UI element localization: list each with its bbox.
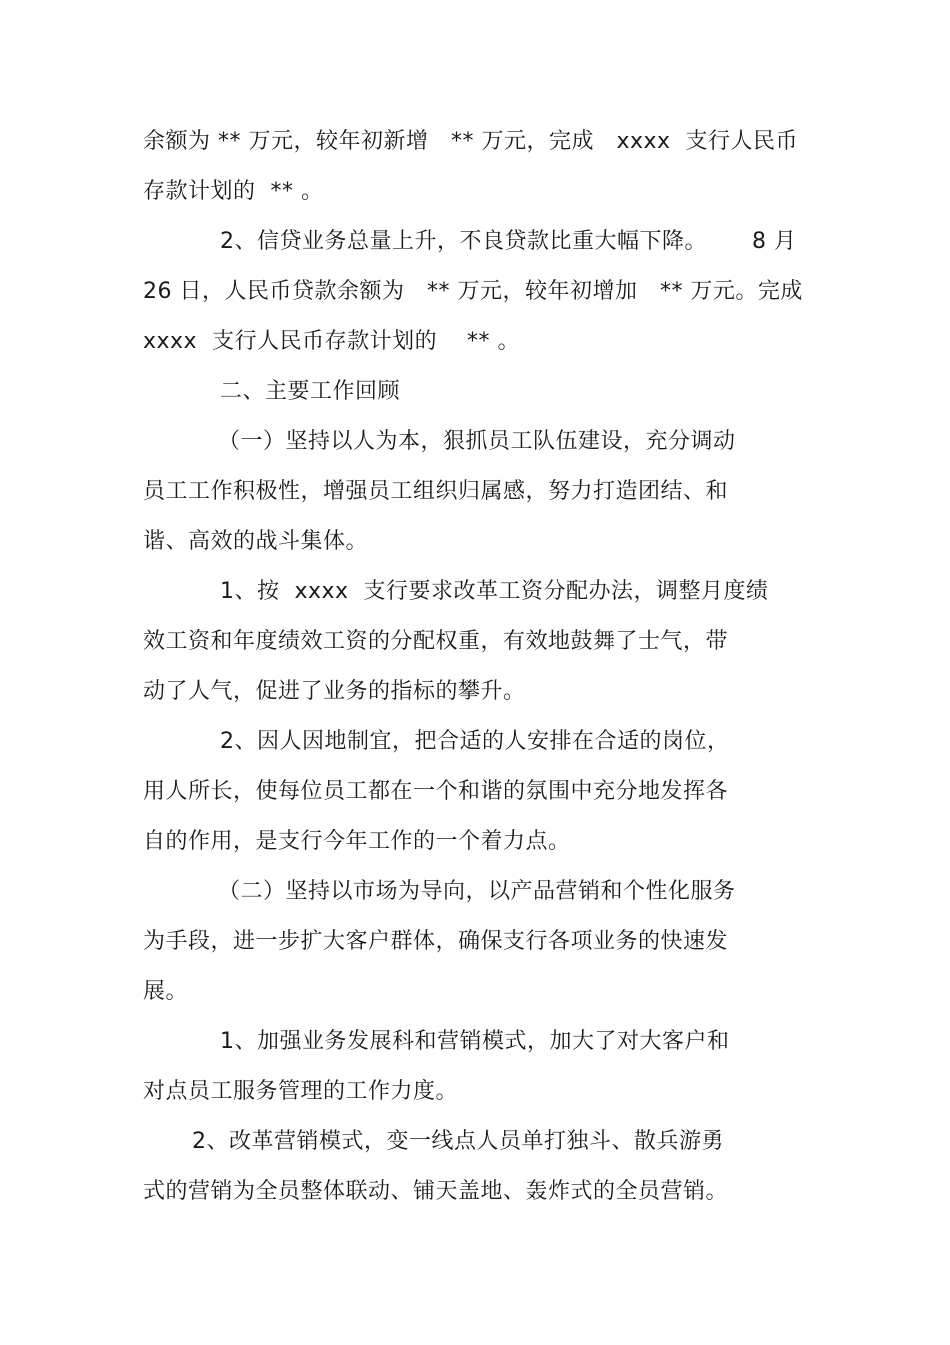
text-line-20: 对点员工服务管理的工作力度。: [143, 1079, 459, 1104]
subsection-heading-1: （一）坚持以人为本，狠抓员工队伍建设，充分调动: [218, 429, 736, 454]
text-line-5: xxxx 支行人民币存款计划的 ** 。: [143, 329, 521, 354]
text-line-8: 员工工作积极性，增强员工组织归属感，努力打造团结、和: [143, 479, 729, 504]
text-line-10: 1、按 xxxx 支行要求改革工资分配办法，调整月度绩: [220, 579, 769, 604]
subsection-heading-2: （二）坚持以市场为导向，以产品营销和个性化服务: [218, 879, 736, 904]
text-line-17: 为手段，进一步扩大客户群体，确保支行各项业务的快速发: [143, 929, 729, 954]
text-line-14: 用人所长，使每位员工都在一个和谐的氛围中充分地发挥各: [143, 779, 729, 804]
text-line-1: 余额为 ** 万元，较年初新增 ** 万元，完成 xxxx 支行人民币: [143, 129, 799, 154]
text-line-21: 2、改革营销模式，变一线点人员单打独斗、散兵游勇: [192, 1129, 724, 1154]
text-line-9: 谐、高效的战斗集体。: [143, 529, 369, 554]
text-line-19: 1、加强业务发展科和营销模式，加大了对大客户和: [220, 1029, 730, 1054]
text-line-13: 2、因人因地制宜，把合适的人安排在合适的岗位，: [220, 729, 730, 754]
text-line-2: 存款计划的 ** 。: [143, 179, 324, 204]
text-line-22: 式的营销为全员整体联动、铺天盖地、轰炸式的全员营销。: [143, 1179, 729, 1204]
text-line-18: 展。: [143, 979, 189, 1004]
text-line-12: 动了人气，促进了业务的指标的攀升。: [143, 679, 526, 704]
text-line-15: 自的作用，是支行今年工作的一个着力点。: [143, 829, 571, 854]
text-line-11: 效工资和年度绩效工资的分配权重，有效地鼓舞了士气，带: [143, 629, 729, 654]
text-line-3: 2、信贷业务总量上升，不良贷款比重大幅下降。 8 月: [220, 229, 797, 254]
text-line-4: 26 日，人民币贷款余额为 ** 万元，较年初增加 ** 万元。完成: [143, 279, 803, 304]
section-heading: 二、主要工作回顾: [220, 379, 401, 404]
